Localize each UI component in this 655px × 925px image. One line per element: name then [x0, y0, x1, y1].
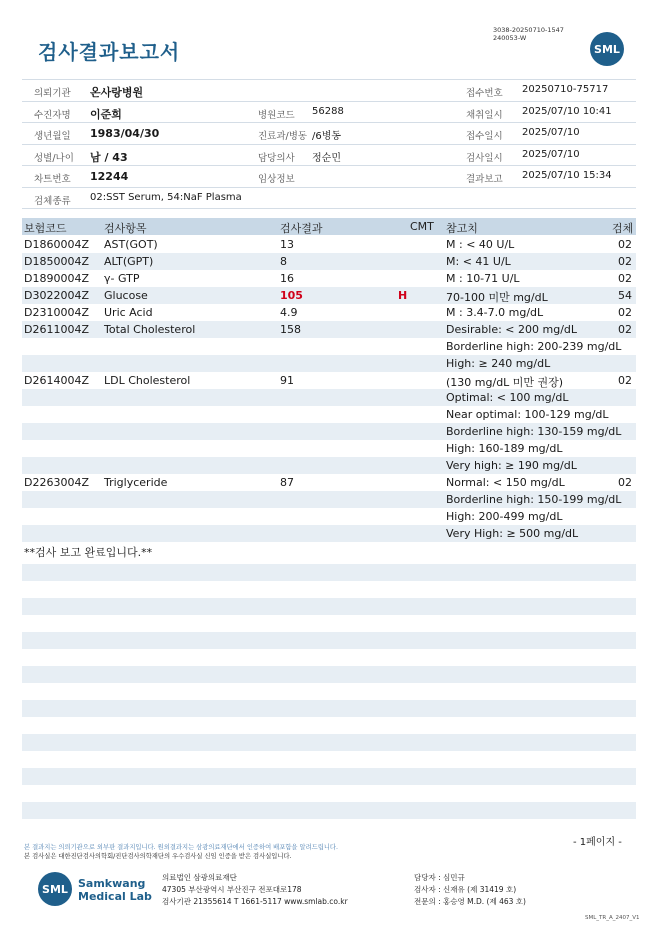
cell-result: 87	[280, 476, 294, 489]
cell-specimen: 02	[618, 323, 632, 336]
cell-specimen: 02	[618, 272, 632, 285]
table-row	[22, 457, 636, 474]
info-value: 2025/07/10	[522, 127, 580, 138]
cell-reference: Normal: < 150 mg/dL	[446, 476, 565, 489]
info-value: 2025/07/10 10:41	[522, 105, 612, 117]
cell-result: 158	[280, 323, 301, 336]
cell-result: 91	[280, 374, 294, 387]
info-label: 결과보고	[466, 174, 503, 185]
table-row	[22, 372, 636, 389]
cell-reference: M: < 41 U/L	[446, 255, 511, 268]
cell-reference: Very high: ≥ 190 mg/dL	[446, 459, 577, 472]
table-row	[22, 355, 636, 372]
info-label: 차트번호	[34, 174, 71, 185]
cell-reference: High: 200-499 mg/dL	[446, 510, 563, 523]
info-value: 56288	[312, 105, 344, 117]
info-label: 생년월일	[34, 131, 71, 142]
info-label: 진료과/병동	[258, 131, 308, 142]
empty-row	[22, 632, 636, 649]
table-row	[22, 440, 636, 457]
cell-result: 16	[280, 272, 294, 285]
cell-reference: M : 3.4-7.0 mg/dL	[446, 306, 544, 319]
cell-result: 8	[280, 255, 287, 268]
table-row	[22, 423, 636, 440]
cell-code: D1850004Z	[24, 255, 89, 268]
report-title: 검사결과보고서	[38, 40, 181, 64]
empty-row	[22, 598, 636, 615]
cell-reference: Borderline high: 150-199 mg/dL	[446, 493, 622, 506]
cell-code: D2263004Z	[24, 476, 89, 489]
empty-row	[22, 666, 636, 683]
cell-item: Glucose	[104, 289, 148, 302]
header-item: 검사항목	[104, 222, 147, 235]
certification-note: 본 검사실은 대한진단검사의학회/진단검사의학재단의 우수검사실 신임 인증을 받은 검사실입니다.	[24, 853, 292, 860]
cell-code: D2614004Z	[24, 374, 89, 387]
cell-code: D3022004Z	[24, 289, 89, 302]
cell-reference: Borderline high: 130-159 mg/dL	[446, 425, 622, 438]
cell-item: Triglyceride	[104, 476, 168, 489]
cell-item: AST(GOT)	[104, 238, 158, 251]
info-label: 검체종류	[34, 195, 71, 207]
lab-address: 의료법인 삼광의료재단 47305 부산광역시 부산진구 전포대로178 검사기관 21355614 T 1661-5117 www.smlab.co.kr	[162, 873, 348, 906]
cell-code: D2310004Z	[24, 306, 89, 319]
cell-specimen: 54	[618, 289, 632, 302]
cell-specimen: 02	[618, 255, 632, 268]
header-result: 검사결과	[280, 222, 323, 235]
cell-reference: M : 10-71 U/L	[446, 272, 520, 285]
form-code: SML_TR_A_2407_V1	[585, 915, 640, 921]
cell-item: γ- GTP	[104, 272, 140, 285]
cell-code: D1890004Z	[24, 272, 89, 285]
info-label: 임상정보	[258, 174, 295, 185]
page-number: - 1페이지 -	[573, 837, 622, 848]
cell-result: 13	[280, 238, 294, 251]
patient-info-row	[22, 123, 636, 145]
table-row	[22, 270, 636, 287]
info-value: 정순민	[312, 152, 341, 164]
patient-info-row	[22, 145, 636, 167]
sml-logo: SML	[590, 32, 624, 66]
info-label: 담당의사	[258, 152, 295, 164]
document-id: 3038-20250710-1547 240053-W	[493, 26, 564, 42]
table-row	[22, 525, 636, 542]
info-value: 20250710-75717	[522, 84, 609, 95]
table-row	[22, 253, 636, 270]
lab-staff: 담당자 : 심민규 검사자 : 신재유 (제 31419 호) 전문의 : 홍승영 M.D. (제 463 호)	[414, 873, 526, 906]
info-label: 접수일시	[466, 131, 503, 142]
info-value: 02:SST Serum, 54:NaF Plasma	[90, 191, 242, 203]
header-code: 보험코드	[24, 222, 67, 235]
info-value: 이준희	[90, 107, 122, 121]
cell-reference: High: 160-189 mg/dL	[446, 442, 563, 455]
empty-row	[22, 700, 636, 717]
info-label: 수진자명	[34, 109, 71, 121]
cell-reference: Borderline high: 200-239 mg/dL	[446, 340, 622, 353]
table-row	[22, 542, 636, 559]
empty-row	[22, 802, 636, 819]
info-value: 2025/07/10 15:34	[522, 170, 612, 181]
header-reference: 참고치	[446, 222, 478, 235]
info-value: /6병동	[312, 131, 342, 142]
table-row	[22, 389, 636, 406]
info-label: 성별/나이	[34, 152, 74, 164]
info-label: 검사일시	[466, 152, 503, 164]
table-row	[22, 406, 636, 423]
info-value: 남 / 43	[90, 150, 128, 164]
table-row	[22, 304, 636, 321]
sml-footer-logo: SML	[38, 872, 72, 906]
cell-code: **검사 보고 완료입니다.**	[24, 546, 153, 559]
info-label: 의뢰기관	[34, 88, 71, 99]
patient-info-row	[22, 166, 636, 188]
cell-reference: M : < 40 U/L	[446, 238, 515, 251]
cell-item: Total Cholesterol	[104, 323, 196, 336]
empty-row	[22, 564, 636, 581]
info-value: 12244	[90, 170, 129, 183]
info-value: 온사랑병원	[90, 86, 144, 99]
table-row	[22, 338, 636, 355]
results-table-header	[22, 218, 636, 235]
cell-reference: Desirable: < 200 mg/dL	[446, 323, 578, 336]
patient-info-row	[22, 188, 636, 210]
cell-code: D2611004Z	[24, 323, 89, 336]
cell-specimen: 02	[618, 476, 632, 489]
results-table-body	[22, 236, 636, 559]
cell-flag: H	[398, 289, 408, 302]
cell-result: 4.9	[280, 306, 298, 319]
table-row	[22, 321, 636, 338]
empty-row	[22, 768, 636, 785]
table-row	[22, 474, 636, 491]
cell-code: D1860004Z	[24, 238, 89, 251]
cell-reference: High: ≥ 240 mg/dL	[446, 357, 551, 370]
cell-specimen: 02	[618, 306, 632, 319]
cell-reference: Optimal: < 100 mg/dL	[446, 391, 569, 404]
disclaimer-note: 본 결과지는 의뢰기관으로 외부판 결과지입니다. 원외결과지는 삼광의료재단에서 인증하여 배포함을 알려드립니다.	[24, 844, 338, 851]
header-specimen: 검체	[612, 222, 634, 235]
cell-reference: (130 mg/dL 미만 권장)	[446, 376, 564, 389]
cell-specimen: 02	[618, 374, 632, 387]
table-row	[22, 491, 636, 508]
table-row	[22, 236, 636, 253]
info-label: 병원코드	[258, 109, 295, 121]
info-value: 1983/04/30	[90, 127, 160, 140]
lab-name: Samkwang Medical Lab	[78, 877, 152, 903]
patient-info-row	[22, 102, 636, 124]
cell-reference: Near optimal: 100-129 mg/dL	[446, 408, 609, 421]
info-label: 접수번호	[466, 88, 503, 99]
patient-info-table	[22, 79, 636, 209]
table-row	[22, 508, 636, 525]
cell-specimen: 02	[618, 238, 632, 251]
info-label: 채취일시	[466, 109, 503, 121]
table-row	[22, 287, 636, 304]
cell-result: 105	[280, 289, 303, 302]
cell-reference: 70-100 미만 mg/dL	[446, 291, 548, 304]
empty-row	[22, 734, 636, 751]
header-cmt: CMT	[410, 220, 434, 233]
cell-item: LDL Cholesterol	[104, 374, 191, 387]
info-value: 2025/07/10	[522, 148, 580, 160]
patient-info-row	[22, 79, 636, 102]
cell-item: Uric Acid	[104, 306, 153, 319]
cell-reference: Very High: ≥ 500 mg/dL	[446, 527, 579, 540]
cell-item: ALT(GPT)	[104, 255, 154, 268]
